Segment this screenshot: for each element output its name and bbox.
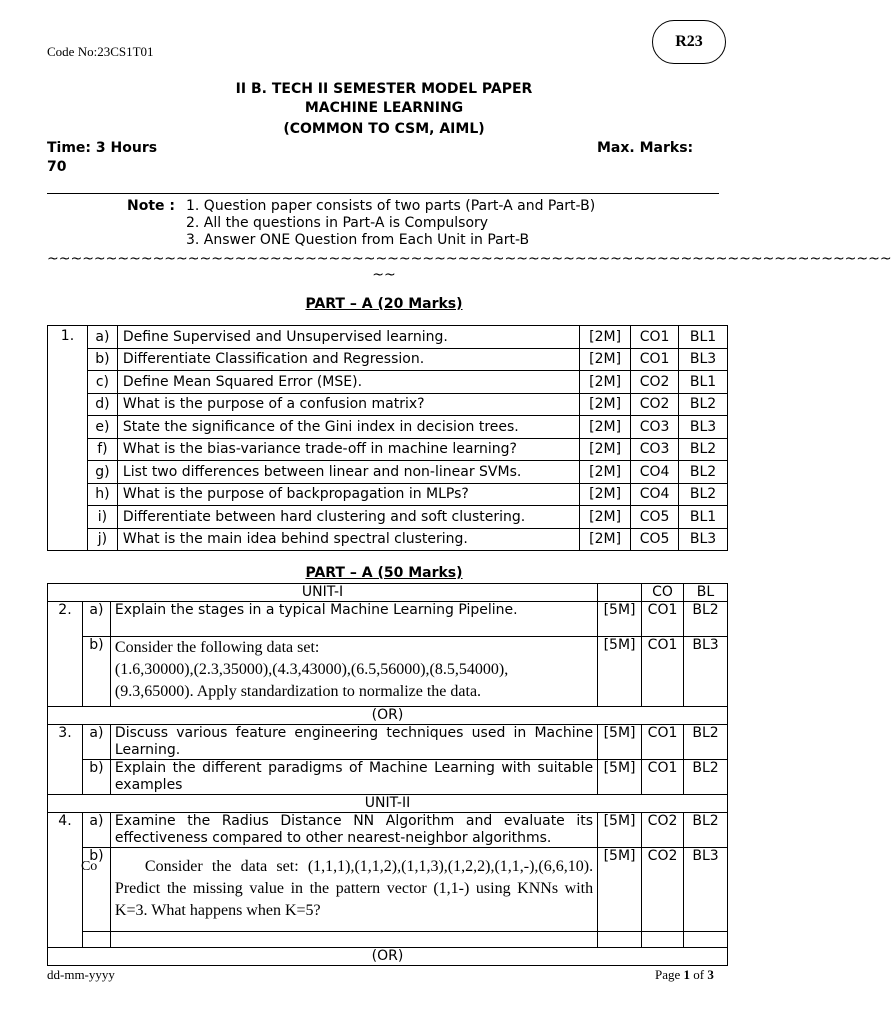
part-a-row — [48, 461, 728, 484]
co-value: CO1 — [642, 760, 684, 795]
co-value: CO2 — [642, 813, 684, 848]
bl-value: BL3 — [679, 528, 728, 551]
marks: [2M] — [580, 461, 631, 484]
bl-value: BL1 — [679, 506, 728, 529]
sub-label: d) — [87, 393, 117, 416]
sub-label: a) — [82, 602, 110, 637]
or-row — [48, 707, 728, 725]
question-text: What is the purpose of a confusion matrix? — [117, 393, 579, 416]
co-value: CO5 — [631, 528, 679, 551]
sub-label: j) — [87, 528, 117, 551]
question-2a — [48, 602, 728, 637]
part-a-row — [48, 348, 728, 371]
co-value: CO3 — [631, 438, 679, 461]
max-marks-label: Max. Marks: — [597, 140, 694, 156]
stray-prefix: Co — [80, 859, 98, 874]
co-value: CO1 — [642, 637, 684, 707]
marks: [5M] — [598, 760, 642, 795]
bl-value: BL3 — [684, 848, 728, 932]
bl-value: BL2 — [684, 813, 728, 848]
co-value: CO5 — [631, 506, 679, 529]
co-value: CO2 — [642, 848, 684, 932]
exam-time: Time: 3 Hours — [47, 140, 158, 156]
question-number: 3. — [48, 725, 83, 795]
note-line-1: 1. Question paper consists of two parts (Part-A and Part-B) — [186, 198, 596, 214]
unit-2-label: UNIT-II — [48, 795, 728, 813]
marks: [5M] — [598, 725, 642, 760]
bl-header: BL — [684, 584, 728, 602]
sub-label: b) — [89, 848, 104, 864]
footer-date: dd-mm-yyyy — [47, 967, 115, 982]
question-number: 2. — [48, 602, 83, 707]
question-text: Differentiate Classification and Regression. — [117, 348, 579, 371]
part-a-row — [48, 506, 728, 529]
marks: [2M] — [580, 393, 631, 416]
sub-label: i) — [87, 506, 117, 529]
question-text — [110, 637, 597, 707]
question-text: Discuss various feature engineering techniques used in Machine Learning. — [110, 725, 597, 760]
co-header: CO — [642, 584, 684, 602]
question-4b — [48, 848, 728, 932]
marks: [2M] — [580, 416, 631, 439]
tilde-separator: ~~~~~~~~~~~~~~~~~~~~~~~~~~~~~~~~~~~~~~~~~~~~~~~~~~~~~~~~~~~~~~~~~~~~~~~~ — [47, 251, 892, 267]
marks: [2M] — [580, 348, 631, 371]
question-2b — [48, 637, 728, 707]
co-value: CO4 — [631, 461, 679, 484]
question-text: Consider the data set: (1,1,1),(1,1,2),(1,1,3),(1,2,2),(1,1,-),(6,6,10). Predict the missing value in the pattern vector (1,1-) using KNNs with K=3. What happens when K=5? — [110, 848, 597, 932]
question-number: 1. — [48, 326, 88, 551]
marks: [2M] — [580, 528, 631, 551]
question-3a — [48, 725, 728, 760]
bl-value: BL2 — [684, 725, 728, 760]
bl-value: BL1 — [679, 371, 728, 394]
question-text-line-1: Consider the following data set: — [114, 639, 320, 656]
bl-value: BL2 — [679, 483, 728, 506]
of-label: of — [693, 967, 705, 982]
or-label: (OR) — [48, 948, 728, 966]
bl-value: BL2 — [684, 760, 728, 795]
question-text: Explain the stages in a typical Machine Learning Pipeline. — [110, 602, 597, 637]
question-3b — [48, 760, 728, 795]
question-text: Define Supervised and Unsupervised learning. — [117, 326, 579, 349]
part-a-row — [48, 326, 728, 349]
part-a-heading: PART – A (20 Marks) — [305, 296, 463, 312]
part-a-row — [48, 528, 728, 551]
page-total: 3 — [707, 967, 714, 982]
question-text: Examine the Radius Distance NN Algorithm and evaluate its effectiveness compared to other nearest-neighbor algorithms. — [110, 813, 597, 848]
bl-value: BL3 — [684, 637, 728, 707]
co-value: CO1 — [642, 602, 684, 637]
co-value: CO2 — [631, 393, 679, 416]
bl-value: BL3 — [679, 416, 728, 439]
marks: [5M] — [598, 637, 642, 707]
sub-label: b) — [82, 637, 110, 707]
part-a-table — [47, 325, 728, 551]
subject-title: MACHINE LEARNING — [304, 100, 464, 116]
co-value: CO1 — [642, 725, 684, 760]
bl-value: BL1 — [679, 326, 728, 349]
marks: [2M] — [580, 483, 631, 506]
bl-value: BL2 — [679, 438, 728, 461]
max-marks-value: 70 — [47, 159, 67, 175]
note-line-3: 3. Answer ONE Question from Each Unit in Part-B — [186, 232, 530, 248]
sub-label: e) — [87, 416, 117, 439]
question-text: What is the purpose of backpropagation in MLPs? — [117, 483, 579, 506]
sub-label: b) — [87, 348, 117, 371]
question-text: Differentiate between hard clustering and soft clustering. — [117, 506, 579, 529]
part-b-heading: PART – A (50 Marks) — [305, 565, 463, 581]
or-row — [48, 948, 728, 966]
question-number: 4. — [48, 813, 83, 948]
sub-label: a) — [82, 725, 110, 760]
co-value: CO4 — [631, 483, 679, 506]
sub-label: c) — [87, 371, 117, 394]
part-a-row — [48, 483, 728, 506]
co-value: CO2 — [631, 371, 679, 394]
marks: [2M] — [580, 438, 631, 461]
question-4-spacer — [48, 932, 728, 948]
co-value: CO1 — [631, 348, 679, 371]
marks: [2M] — [580, 371, 631, 394]
part-a-row — [48, 438, 728, 461]
sub-label: a) — [87, 326, 117, 349]
divider — [47, 193, 719, 194]
marks: [5M] — [598, 848, 642, 932]
sub-label: g) — [87, 461, 117, 484]
marks: [5M] — [598, 602, 642, 637]
note-label: Note : — [127, 198, 175, 214]
common-to: (COMMON TO CSM, AIML) — [283, 121, 485, 137]
co-value: CO1 — [631, 326, 679, 349]
bl-value: BL2 — [679, 461, 728, 484]
question-text: What is the main idea behind spectral clustering. — [117, 528, 579, 551]
marks: [5M] — [598, 813, 642, 848]
regulation-badge: R23 — [652, 20, 726, 64]
marks: [2M] — [580, 506, 631, 529]
course-code: Code No:23CS1T01 — [47, 44, 154, 59]
question-text: List two differences between linear and non-linear SVMs. — [117, 461, 579, 484]
unit-1-label: UNIT-I — [48, 584, 598, 602]
sub-label: a) — [82, 813, 110, 848]
marks: [2M] — [580, 326, 631, 349]
part-a-row — [48, 371, 728, 394]
bl-value: BL3 — [679, 348, 728, 371]
bl-value: BL2 — [679, 393, 728, 416]
note-line-2: 2. All the questions in Part-A is Compulsory — [186, 215, 489, 231]
footer-page — [655, 967, 714, 983]
page-number: 1 — [683, 967, 691, 982]
tilde-separator-wrap: ~~ — [372, 267, 396, 283]
part-a-row — [48, 393, 728, 416]
question-text-line-3: (9.3,65000). Apply standardization to normalize the data. — [114, 683, 482, 700]
part-a-row — [48, 416, 728, 439]
sub-label: b) — [82, 760, 110, 795]
question-text: What is the bias-variance trade-off in machine learning? — [117, 438, 579, 461]
unit-1-row — [48, 584, 728, 602]
question-text: State the significance of the Gini index in decision trees. — [117, 416, 579, 439]
part-b-table — [47, 583, 728, 966]
or-label: (OR) — [48, 707, 728, 725]
page-label: Page — [655, 967, 681, 982]
unit-2-row — [48, 795, 728, 813]
exam-title: II B. TECH II SEMESTER MODEL PAPER — [235, 81, 533, 97]
question-text: Define Mean Squared Error (MSE). — [117, 371, 579, 394]
question-text: Explain the different paradigms of Machine Learning with suitable examples — [110, 760, 597, 795]
question-4a — [48, 813, 728, 848]
sub-label: f) — [87, 438, 117, 461]
co-value: CO3 — [631, 416, 679, 439]
sub-label-cell — [82, 848, 110, 932]
sub-label: h) — [87, 483, 117, 506]
question-text-line-2: (1.6,30000),(2.3,35000),(4.3,43000),(6.5,56000),(8.5,54000), — [114, 661, 509, 678]
bl-value: BL2 — [684, 602, 728, 637]
